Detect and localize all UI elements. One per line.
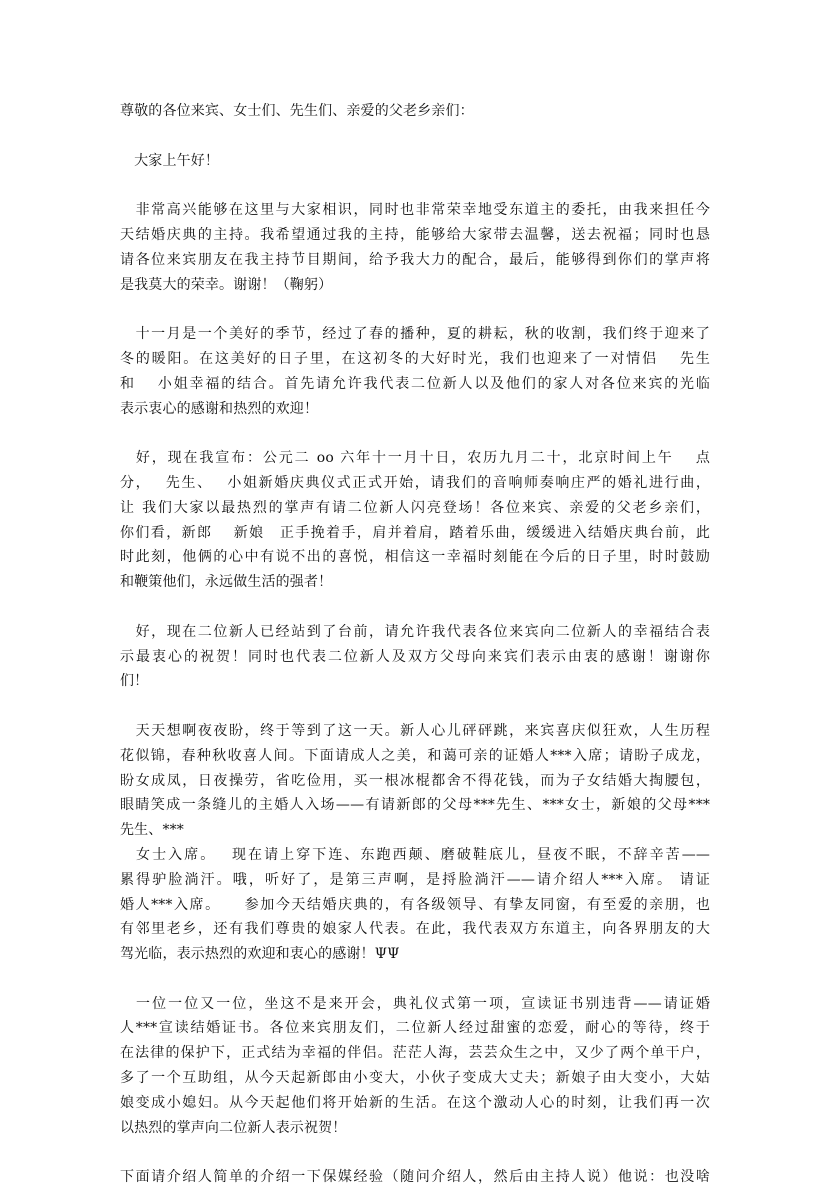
paragraph-gap (120, 694, 710, 719)
paragraph-line: 以热烈的掌声向二位新人表示祝贺！ (120, 1119, 347, 1136)
paragraph-line: 婚人***入席。 参加今天结婚庆典的，有各级领导、有挚友同窗，有至爱的亲朋，也 (120, 896, 710, 913)
paragraph-line: 示最衷心的祝贺！同时也代表二位新人及双方父母向来宾们表示由衷的感谢！谢谢你 (120, 648, 710, 665)
paragraph-gap (120, 124, 710, 149)
paragraph-line: 下面请介绍人简单的介绍一下保媒经验（随问介绍人，然后由主持人说）他说：也没啥 (120, 1169, 710, 1186)
paragraph (120, 446, 710, 595)
paragraph-line: 有邻里老乡，还有我们尊贵的娘家人代表。在此，我代表双方东道主，向各界朋友的大 (120, 921, 710, 938)
paragraph-gap (120, 173, 710, 198)
paragraph-line: 表示衷心的感谢和热烈的欢迎！ (120, 400, 319, 417)
paragraph-gap (120, 967, 710, 992)
paragraph-line: 和鞭策他们，永远做生活的强者！ (120, 574, 333, 591)
paragraph-line: 花似锦，春种秋收喜人间。下面请成人之美，和蔼可亲的证婚人***入席；请盼子成龙， (120, 747, 710, 764)
paragraph-line: 时此刻，他俩的心中有说不出的喜悦，相信这一幸福时刻能在今后的日子里，时时鼓励 (120, 549, 710, 566)
paragraph-line: 天天想啊夜夜盼，终于等到了这一天。新人心儿砰砰跳，来宾喜庆似狂欢，人生历程 (120, 722, 710, 739)
paragraph-line: 先生、*** (120, 822, 184, 839)
document-body (120, 99, 710, 1190)
paragraph-line: 们！ (120, 673, 149, 690)
paragraph-line: 累得驴脸淌汗。哦，听好了，是第三声啊，是捋脸淌汗——请介绍人***入席。 请证 (120, 871, 710, 888)
paragraph-line: 好，现在二位新人已经站到了台前，请允许我代表各位来宾向二位新人的幸福结合表 (120, 623, 710, 640)
paragraph-line: 娘变成小媳妇。从今天起他们将开始新的生活。在这个激动人心的时刻，让我们再一次 (120, 1094, 710, 1111)
paragraph (120, 620, 710, 694)
paragraph (120, 149, 710, 174)
paragraph-line: 好，现在我宣布：公元二 oo 六年十一月十日，农历九月二十，北京时间上午 点 (120, 450, 710, 467)
paragraph-line: 盼女成凤，日夜操劳，省吃俭用，买一根冰棍都舍不得花钱，而为子女结婚大掏腰包， (120, 772, 710, 789)
paragraph-line: 天结婚庆典的主持。我希望通过我的主持，能够给大家带去温馨，送去祝福；同时也恳 (120, 226, 710, 243)
paragraph-line: 驾光临，表示热烈的欢迎和衷心的感谢！ΨΨ (120, 946, 400, 963)
paragraph-line: 分， 先生、 小姐新婚庆典仪式正式开始，请我们的音响师奏响庄严的婚礼进行曲， (120, 474, 710, 491)
paragraph-line: 非常高兴能够在这里与大家相识，同时也非常荣幸地受东道主的委托，由我来担任今 (120, 202, 710, 219)
paragraph-line: 女士入席。 现在请上穿下连、东跑西颠、磨破鞋底儿，昼夜不眠，不辞辛苦—— (120, 846, 710, 863)
paragraph-line: 大家上午好！ (120, 152, 220, 169)
paragraph-line: 请各位来宾朋友在我主持节目期间，给予我大力的配合，最后，能够得到你们的掌声将 (120, 251, 710, 268)
paragraph-line: 和 小姐幸福的结合。首先请允许我代表二位新人以及他们的家人对各位来宾的光临 (120, 375, 710, 392)
paragraph-line: 十一月是一个美好的季节，经过了春的播种，夏的耕耘，秋的收割，我们终于迎来了 (120, 326, 710, 343)
greeting-line: 尊敬的各位来宾、女士们、先生们、亲爱的父老乡亲们： (120, 103, 474, 119)
paragraph-gap (120, 1140, 710, 1165)
paragraph-line: 是我莫大的荣幸。谢谢！（鞠躬） (120, 276, 333, 293)
paragraph-line: 冬的暖阳。在这美好的日子里，在这初冬的大好时光，我们也迎来了一对情侣 先生 (120, 350, 710, 367)
paragraph (120, 992, 710, 1141)
paragraph-line: 你们看，新郎 新娘 正手挽着手，肩并着肩，踏着乐曲，缓缓进入结婚庆典台前，此 (120, 524, 710, 541)
paragraph (120, 322, 710, 421)
paragraph (120, 719, 710, 967)
paragraph-line: 一位一位又一位，坐这不是来开会，典礼仪式第一项，宣读证书别违背——请证婚 (120, 995, 710, 1012)
paragraph-gap (120, 297, 710, 322)
paragraph-line: 多了一个互助组，从今天起新郎由小变大，小伙子变成大丈夫；新娘子由大变小，大姑 (120, 1070, 710, 1087)
paragraph (120, 198, 710, 297)
paragraph-line: 在法律的保护下，正式结为幸福的伴侣。茫茫人海，芸芸众生之中，又少了两个单干户， (120, 1045, 710, 1062)
paragraph-line: 眼睛笑成一条缝儿的主婚人入场——有请新郎的父母***先生、***女士，新娘的父母*** (120, 797, 710, 814)
paragraph-gap (120, 595, 710, 620)
paragraph-line: 让 我们大家以最热烈的掌声有请二位新人闪亮登场！各位来宾、亲爱的父老乡亲们， (120, 499, 710, 516)
paragraph-line: 人***宣读结婚证书。各位来宾朋友们，二位新人经过甜蜜的恋爱，耐心的等待，终于 (120, 1020, 710, 1037)
paragraph-gap (120, 421, 710, 446)
